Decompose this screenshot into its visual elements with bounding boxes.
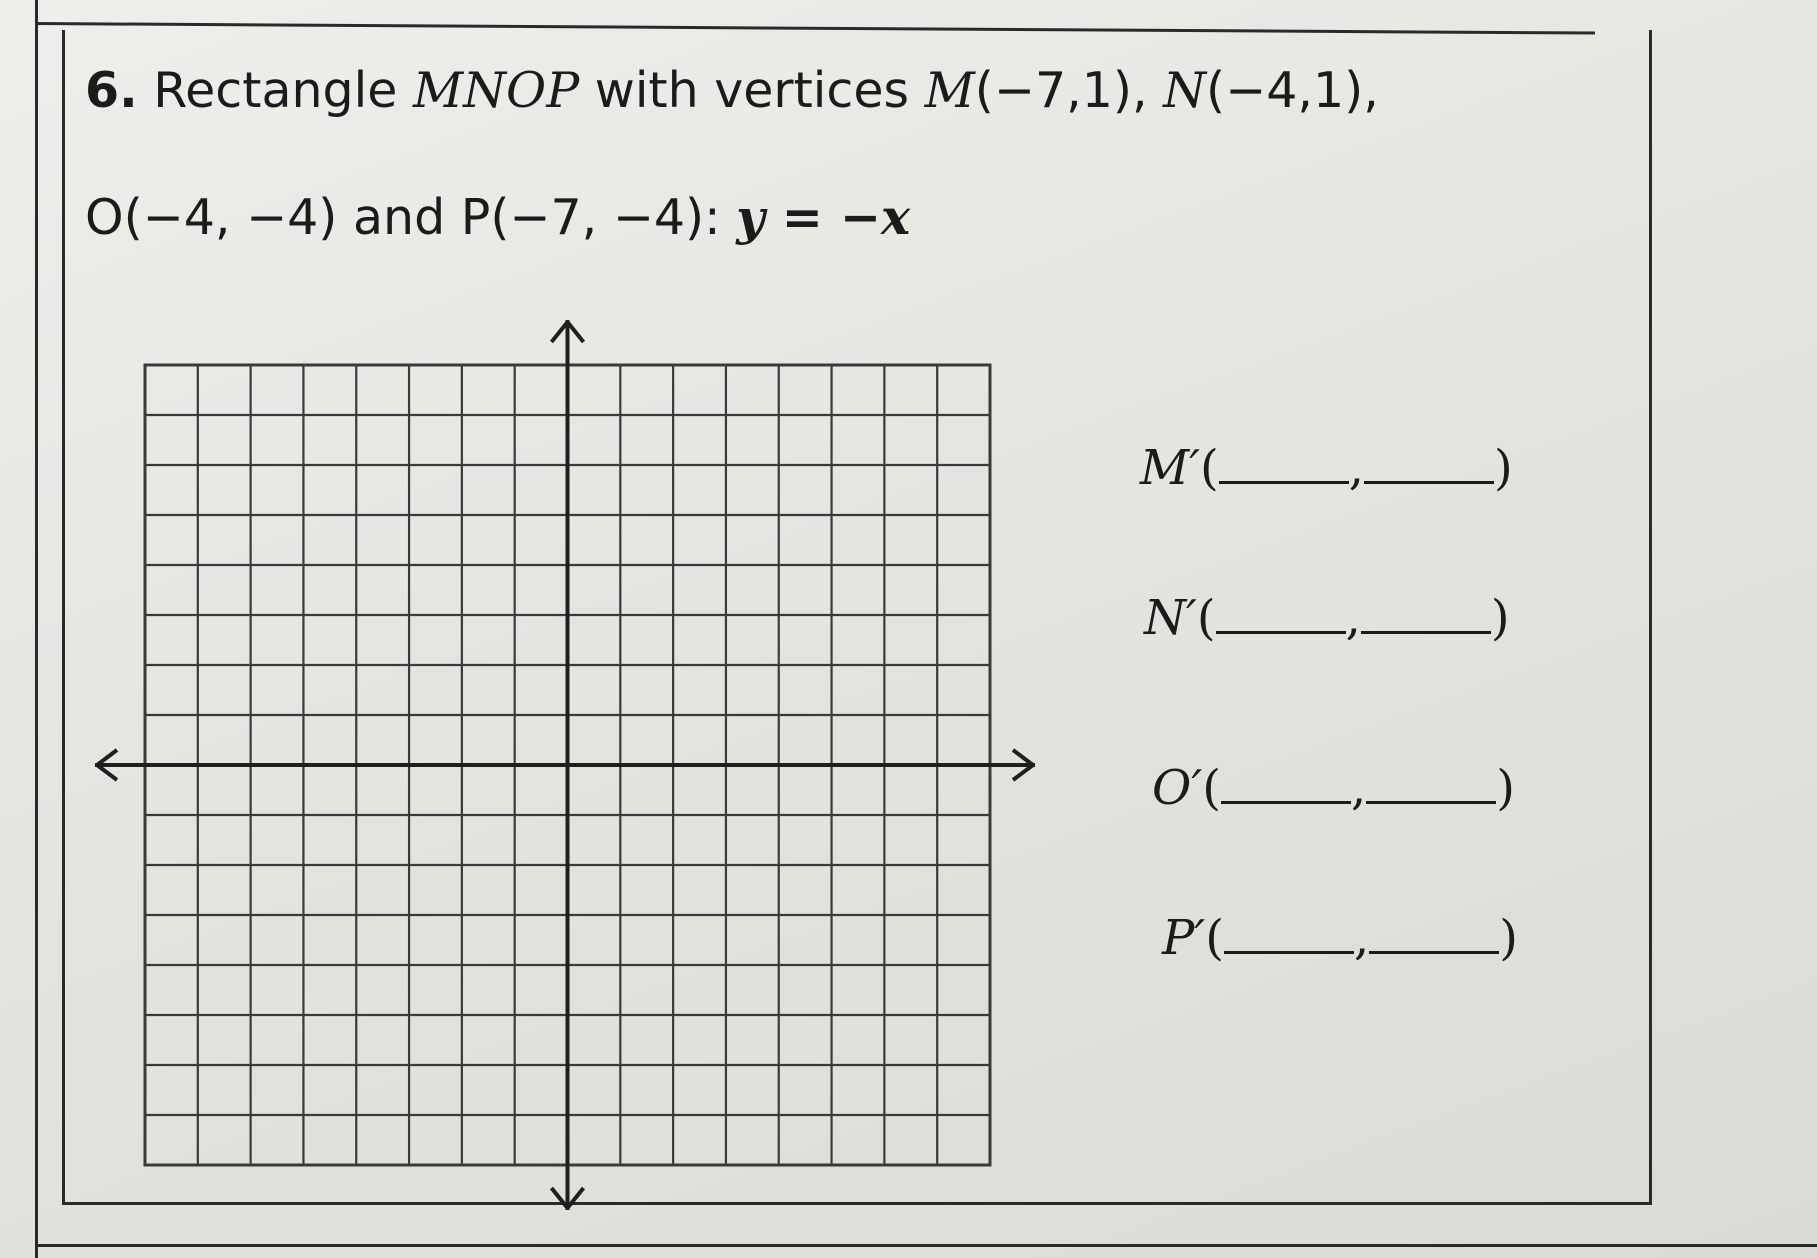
answer-label-n-prime: N′	[1144, 590, 1197, 646]
problem-statement-line-2	[85, 188, 910, 246]
answer-row-o	[1152, 760, 1515, 816]
answer-open-paren: (	[1200, 440, 1219, 496]
vertex-p: P(−7, −4):	[460, 189, 737, 246]
vertex-m-label: M	[924, 62, 975, 119]
answer-row-m	[1140, 440, 1513, 496]
coordinate-grid-svg[interactable]	[95, 320, 1035, 1210]
answer-label-m-prime: M′	[1140, 440, 1201, 496]
answer-close-paren: )	[1499, 910, 1518, 966]
answer-close-paren: )	[1496, 760, 1515, 816]
vertex-m-coord: (−7,1),	[974, 62, 1164, 119]
problem-text-vertices: with vertices	[579, 62, 925, 119]
answer-comma: ,	[1353, 910, 1370, 966]
answer-comma: ,	[1348, 440, 1365, 496]
bottom-border-line	[35, 1244, 1817, 1247]
vertex-n-label: N	[1163, 62, 1207, 119]
reflection-rule-x: x	[880, 188, 911, 246]
answer-p-x-blank[interactable]	[1224, 911, 1354, 954]
answer-close-paren: )	[1494, 440, 1513, 496]
answer-row-p	[1162, 910, 1518, 966]
coordinate-grid[interactable]	[95, 320, 1035, 1210]
answer-comma: ,	[1345, 590, 1361, 646]
answer-n-y-blank[interactable]	[1361, 591, 1491, 634]
vertex-o: O(−4, −4)	[85, 189, 338, 246]
problem-text-intro: Rectangle	[153, 62, 413, 119]
reflection-rule-eq: = −	[764, 189, 881, 246]
answer-p-y-blank[interactable]	[1369, 911, 1499, 954]
problem-statement-line-1	[85, 62, 1379, 119]
answer-open-paren: (	[1202, 760, 1221, 816]
left-border-line	[35, 0, 38, 1258]
answer-close-paren: )	[1490, 590, 1510, 646]
problem-number: 6.	[85, 62, 138, 119]
answer-label-p-prime: P′	[1162, 910, 1206, 966]
answer-label-o-prime: O′	[1152, 760, 1203, 816]
reflection-rule-y: y	[736, 188, 765, 246]
problem-text-and: and	[337, 189, 461, 246]
answer-o-y-blank[interactable]	[1366, 761, 1496, 804]
rectangle-name: MNOP	[412, 62, 580, 119]
answer-open-paren: (	[1205, 910, 1224, 966]
answer-m-x-blank[interactable]	[1219, 441, 1349, 484]
answer-n-x-blank[interactable]	[1216, 591, 1346, 634]
vertex-n-coord: (−4,1),	[1206, 62, 1379, 119]
answer-row-n	[1144, 590, 1510, 646]
answer-m-y-blank[interactable]	[1364, 441, 1494, 484]
answer-o-x-blank[interactable]	[1221, 761, 1351, 804]
answer-open-paren: (	[1196, 590, 1216, 646]
answer-comma: ,	[1350, 760, 1367, 816]
